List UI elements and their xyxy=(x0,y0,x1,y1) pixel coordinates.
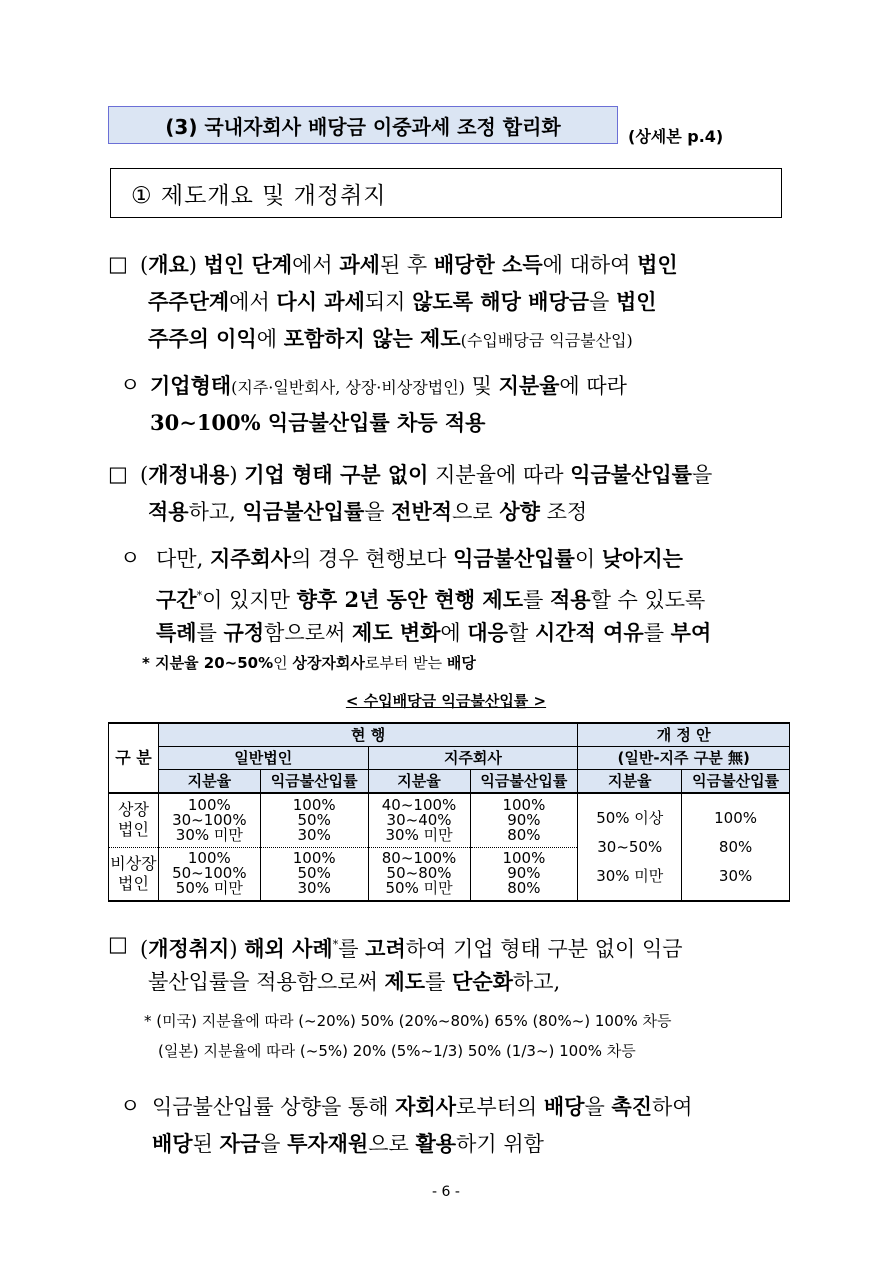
square-bullet: □ xyxy=(108,462,128,486)
header-general-corp: 일반법인 xyxy=(158,747,368,770)
dividend-rate-table xyxy=(108,722,790,902)
table-title: < 수입배당금 익금불산입률 > xyxy=(345,692,547,710)
revised-share-cell xyxy=(578,793,682,901)
listed-holding-share: 40~100% 30~40% 30% 미만 xyxy=(368,793,470,847)
revision-sub-line-2: 구간*이 있지만 향후 2년 동안 현행 제도를 적용할 수 있도록 xyxy=(156,587,706,612)
listed-general-rate: 100% 50% 30% xyxy=(260,793,368,847)
page-number: - 6 - xyxy=(432,1184,460,1200)
revised-share: 30% 미만 xyxy=(596,866,664,885)
revised-rate: 30% xyxy=(718,866,753,885)
revision-sub-line-3: 특례를 규정함으로써 제도 변화에 대응할 시간적 여유를 부여 xyxy=(156,620,712,645)
subsection-title: ① 제도개요 및 개정취지 xyxy=(110,168,782,218)
revision-footnote: * 지분율 20~50%인 상장자회사로부터 받는 배당 xyxy=(142,654,476,672)
header-share: 지분율 xyxy=(368,770,470,794)
unlisted-general-rate: 100% 50% 30% xyxy=(260,847,368,901)
header-share: 지분율 xyxy=(578,770,682,794)
square-bullet: □ xyxy=(108,932,128,956)
header-revised-sub: (일반-지주 구분 無) xyxy=(578,747,790,770)
header-revised: 개 정 안 xyxy=(578,723,790,747)
revised-share: 30~50% xyxy=(597,837,663,856)
circle-bullet: ㅇ xyxy=(120,546,141,570)
purpose-sub-line-1: 익금불산입률 상향을 통해 자회사로부터의 배당을 촉진하여 xyxy=(152,1094,693,1119)
circle-bullet: ㅇ xyxy=(120,373,141,397)
overview-sub-line-2: 30∼100% 익금불산입률 차등 적용 xyxy=(150,410,486,435)
unlisted-general-share: 100% 50~100% 50% 미만 xyxy=(158,847,260,901)
revised-rate: 100% xyxy=(714,808,758,827)
overview-line-2: 주주단계에서 다시 과세되지 않도록 해당 배당금을 법인 xyxy=(148,289,657,314)
header-rate: 익금불산입률 xyxy=(260,770,368,794)
circle-bullet: ㅇ xyxy=(120,1094,141,1118)
square-bullet: □ xyxy=(108,252,128,276)
purpose-line-2: 불산입률을 적용함으로써 제도를 단순화하고, xyxy=(148,969,561,994)
revision-sub-line-1: 다만, 지주회사의 경우 현행보다 익금불산입률이 낮아지는 xyxy=(156,546,683,571)
header-rate: 익금불산입률 xyxy=(470,770,578,794)
header-holding-co: 지주회사 xyxy=(368,747,578,770)
row-label-unlisted: 비상장 법인 xyxy=(109,847,159,901)
revised-share: 50% 이상 xyxy=(596,808,664,827)
section-title: (3) 국내자회사 배당금 이중과세 조정 합리화 xyxy=(108,106,618,144)
revision-line-1: (개정내용) 기업 형태 구분 없이 지분율에 따라 익금불산입률을 xyxy=(140,462,713,487)
purpose-sub-line-2: 배당된 자금을 투자재원으로 활용하기 위함 xyxy=(152,1131,544,1156)
revised-rate: 80% xyxy=(718,837,753,856)
header-rate: 익금불산입률 xyxy=(682,770,790,794)
overview-sub-line-1: 기업형태(지주·일반회사, 상장·비상장법인) 및 지분율에 따라 xyxy=(150,373,627,398)
unlisted-holding-rate: 100% 90% 80% xyxy=(470,847,578,901)
purpose-line-1: (개정취지) 해외 사례*를 고려하여 기업 형태 구분 없이 익금 xyxy=(140,936,683,961)
row-label-listed: 상장 법인 xyxy=(109,793,159,847)
overview-line-3: 주주의 이익에 포함하지 않는 제도(수입배당금 익금불산입) xyxy=(148,326,633,351)
listed-holding-rate: 100% 90% 80% xyxy=(470,793,578,847)
header-current: 현 행 xyxy=(158,723,577,747)
unlisted-holding-share: 80~100% 50~80% 50% 미만 xyxy=(368,847,470,901)
purpose-footnote-us: * (미국) 지분율에 따라 (~20%) 50% (20%~80%) 65% (80%~) 100% 차등 xyxy=(144,1012,672,1030)
revised-rate-cell xyxy=(682,793,790,901)
header-category: 구 분 xyxy=(109,723,159,793)
header-share: 지분율 xyxy=(158,770,260,794)
revision-line-2: 적용하고, 익금불산입률을 전반적으로 상향 조정 xyxy=(148,499,588,524)
overview-line-1: (개요) 법인 단계에서 과세된 후 배당한 소득에 대하여 법인 xyxy=(140,252,678,277)
detail-reference: (상세본 p.4) xyxy=(628,127,724,146)
listed-general-share: 100% 30~100% 30% 미만 xyxy=(158,793,260,847)
purpose-footnote-jp: (일본) 지분율에 따라 (~5%) 20% (5%~1/3) 50% (1/3~) 100% 차등 xyxy=(158,1042,636,1060)
